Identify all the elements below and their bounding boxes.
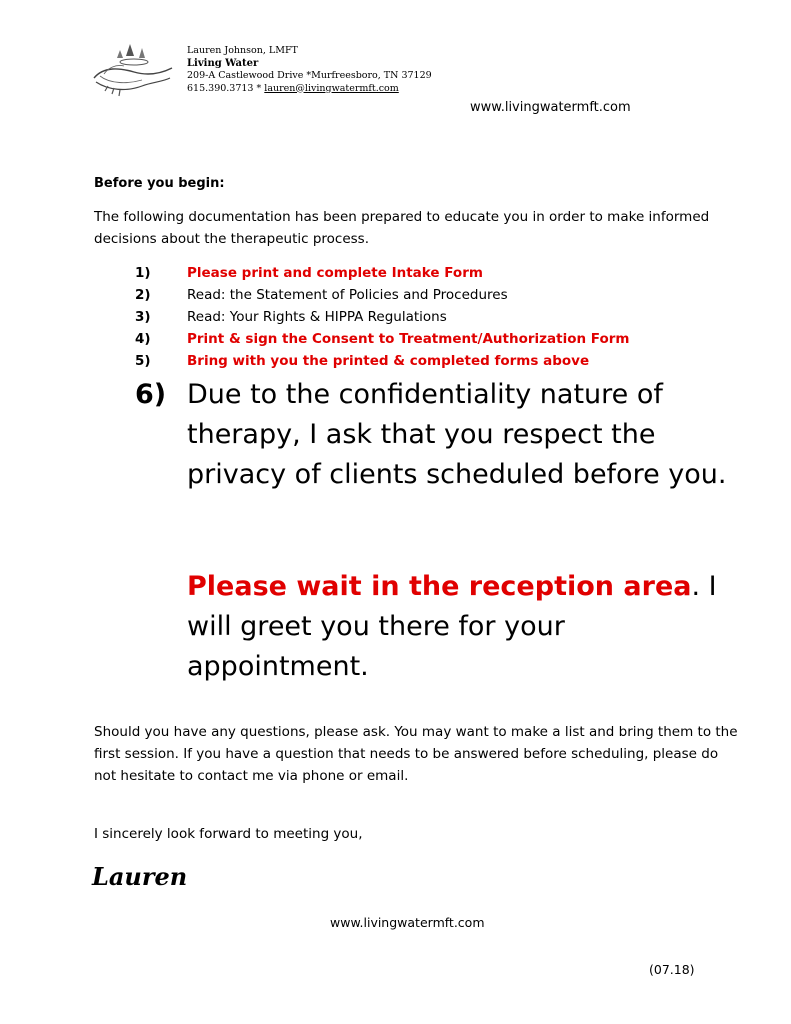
contact-line <box>187 83 432 96</box>
letterhead <box>187 45 432 95</box>
phone-number: 615.390.3713 * <box>187 82 262 94</box>
step-number: 5) <box>135 353 151 369</box>
step-item <box>135 284 629 306</box>
therapist-name: Lauren Johnson, LMFT <box>187 45 298 56</box>
regards-line: I sincerely look forward to meeting you, <box>94 826 363 842</box>
step-number: 2) <box>135 287 151 303</box>
version-code: (07.18) <box>649 962 695 977</box>
step-text: Please print and complete Intake Form <box>187 265 483 281</box>
step-text: Read: Your Rights & HIPPA Regulations <box>187 309 447 325</box>
practice-address: 209-A Castlewood Drive *Murfreesboro, TN 37129 <box>187 70 432 81</box>
step-item <box>135 306 629 328</box>
signature: Lauren <box>92 862 188 891</box>
step-6-text: Due to the confidentiality nature of therapy, I ask that you respect the privacy of clients scheduled before you. <box>187 379 727 490</box>
step-number: 4) <box>135 331 151 347</box>
steps-list <box>135 262 629 372</box>
section-heading: Before you begin: <box>94 176 225 191</box>
step-number: 1) <box>135 265 151 281</box>
step-item <box>135 262 629 284</box>
waiting-instructions <box>187 567 727 687</box>
closing-paragraph: Should you have any questions, please ask. You may want to make a list and bring them to the first session. If you have a question that needs to be answered before scheduling, please do not hesitate to contact me via phone or email. <box>94 724 738 784</box>
step-text: Read: the Statement of Policies and Procedures <box>187 287 508 303</box>
step-text: Print & sign the Consent to Treatment/Authorization Form <box>187 331 630 347</box>
practice-name: Living Water <box>187 57 259 69</box>
email-link[interactable]: lauren@livingwatermft.com <box>264 82 399 94</box>
living-water-logo <box>90 38 176 100</box>
waiting-followup: . I will greet you there for your appointment. <box>187 571 717 682</box>
step-text: Bring with you the printed & completed forms above <box>187 353 590 369</box>
step-item <box>135 328 629 350</box>
waiting-notice: Please wait in the reception area <box>187 571 692 602</box>
step-6-number: 6) <box>135 379 167 410</box>
step-item <box>135 350 629 372</box>
step-number: 3) <box>135 309 151 325</box>
website-link-top[interactable]: www.livingwatermft.com <box>470 100 631 115</box>
website-link-footer[interactable]: www.livingwatermft.com <box>330 915 485 930</box>
intro-paragraph: The following documentation has been prepared to educate you in order to make informed decisions about the therapeutic process. <box>94 209 710 247</box>
